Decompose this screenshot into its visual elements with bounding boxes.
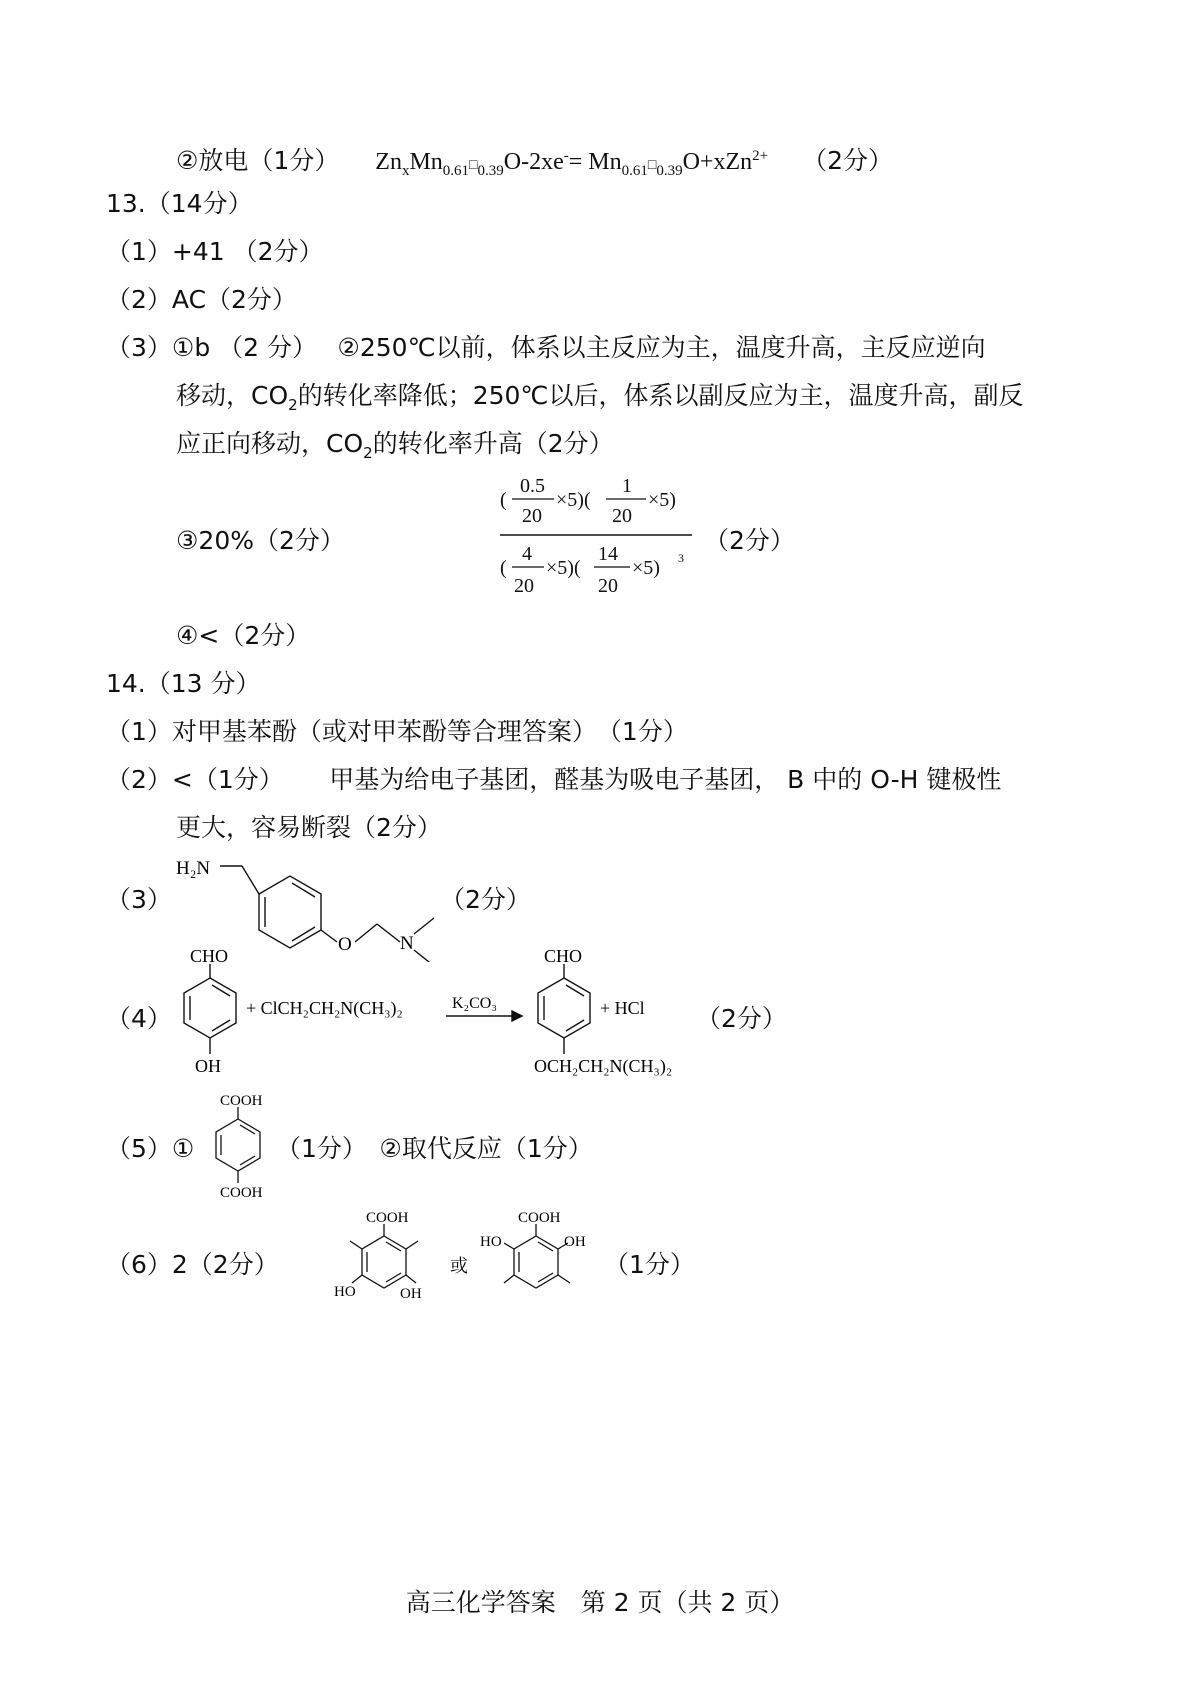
q14-answer-4-score: （2分） (696, 1004, 787, 1033)
text-run: 移动，CO (176, 381, 289, 410)
eq-sub: 0.61 (442, 162, 470, 179)
eq-box: □ (647, 158, 657, 173)
eq-sub: 0.39 (477, 162, 504, 179)
q14-answer-6-label: （6）2（2分） (106, 1250, 279, 1279)
q14-answer-4-label: （4） (106, 1004, 172, 1033)
frac-d2: 20 (612, 505, 632, 527)
equilibrium-fraction (500, 470, 700, 610)
or-conjunction: 或 (450, 1256, 468, 1276)
q13-heading: 13.（14分） (106, 189, 253, 218)
frac-n3: 4 (522, 543, 532, 565)
ether-oxygen: O (338, 934, 352, 955)
frac-mul: ×5) (648, 489, 676, 511)
product-substituent: OCH₂CH₂N(CH₃)₂ (534, 1056, 673, 1076)
discharge-score: （2分） (802, 146, 893, 175)
q6a-hydroxyl-right: OH (400, 1286, 422, 1302)
frac-mul: ×5)( (556, 489, 591, 511)
aldehyde-label: CHO (190, 946, 229, 966)
frac-mul: ×5)( (546, 557, 581, 579)
discharge-label: ②放电（1分） (176, 146, 340, 175)
q6a-hydroxyl-left: HO (334, 1284, 356, 1300)
frac-paren: ( (500, 557, 507, 579)
q14-answer-6-score: （1分） (604, 1250, 695, 1279)
amine-label: H₂N (176, 858, 211, 879)
structures-q6 (334, 1208, 614, 1308)
reaction-scheme-q4 (168, 946, 738, 1096)
subscript: 2 (288, 396, 298, 414)
eq-part: = Mn (568, 149, 622, 175)
eq-sub: 0.61 (621, 162, 648, 179)
q14-answer-5-score: （1分） ②取代反应（1分） (276, 1134, 593, 1163)
frac-n2: 1 (622, 475, 632, 497)
frac-d4: 20 (598, 575, 618, 597)
q14-answer-1: （1）对甲基苯酚（或对甲苯酚等合理答案） （1分） (106, 717, 688, 746)
page-footer: 高三化学答案 第 2 页（共 2 页） (405, 1588, 795, 1617)
q14-answer-5-label: （5）① (106, 1134, 195, 1163)
q13-answer-3-line3 (176, 428, 614, 469)
q14-answer-2-line1: （2）<（1分） 甲基为给电子基团，醛基为吸电子基团， B 中的 O-H 键极性 (106, 765, 1002, 794)
q13-answer-3-line1: （3）①b （2 分） ②250℃以前，体系以主反应为主，温度升高，主反应逆向 (106, 333, 986, 362)
product-aldehyde-label: CHO (544, 946, 583, 966)
text-run: 的转化率升高（2分） (372, 429, 614, 458)
q6b-hydroxyl-right: OH (564, 1234, 586, 1250)
reagent-label: + ClCH₂CH₂N(CH₃)₂ (246, 998, 403, 1018)
q12-part2-discharge (176, 140, 893, 187)
eq-sub: x (401, 162, 410, 179)
q13-answer-3-line2 (176, 380, 1023, 421)
text-run: 应正向移动，CO (176, 429, 364, 458)
eq-sup: 2+ (752, 148, 769, 164)
frac-n1: 0.5 (520, 475, 545, 497)
eq-part: O-2xe (503, 149, 564, 175)
eq-box: □ (469, 158, 478, 173)
q14-heading: 14.（13 分） (106, 669, 261, 698)
q13-answer-4: ④<（2分） (176, 621, 311, 650)
carboxyl-top-label: COOH (220, 1093, 263, 1109)
structure-terephthalic-acid (200, 1093, 280, 1203)
q14-answer-3-label: （3） (106, 885, 172, 914)
frac-d1: 20 (522, 505, 542, 527)
q6b-hydroxyl-left: HO (480, 1234, 502, 1250)
carboxyl-bottom-label: COOH (220, 1185, 263, 1201)
frac-paren: ( (500, 489, 507, 511)
eq-sub: 0.39 (656, 162, 683, 179)
q13-answer-1: （1）+41 （2分） (106, 237, 324, 266)
text-run: 的转化率降低；250℃以后，体系以副反应为主，温度升高，副反 (297, 381, 1024, 410)
q6b-carboxyl: COOH (518, 1210, 561, 1226)
q6a-carboxyl: COOH (366, 1210, 409, 1226)
q13-fraction-score: （2分） (704, 526, 795, 555)
frac-n4: 14 (598, 543, 618, 565)
subscript: 2 (363, 444, 373, 462)
eq-sup: - (563, 148, 569, 164)
q14-answer-2-line2: 更大，容易断裂（2分） (176, 813, 442, 842)
byproduct-label: + HCl (600, 998, 645, 1018)
discharge-equation (375, 148, 774, 179)
reaction-condition: K₂CO₃ (452, 995, 497, 1012)
q14-answer-3-score: （2分） (440, 885, 531, 914)
q13-answer-2: （2）AC（2分） (106, 285, 297, 314)
frac-d3: 20 (514, 575, 534, 597)
q13-answer-3-part3: ③20%（2分） (176, 526, 345, 555)
frac-exponent: 3 (678, 551, 684, 565)
frac-mul: ×5) (632, 557, 660, 579)
eq-part: O+xZn (682, 149, 753, 175)
nitrogen-label: N (400, 933, 414, 954)
eq-part: Zn (375, 149, 402, 175)
eq-part: Mn (409, 149, 443, 175)
hydroxyl-label: OH (195, 1056, 221, 1076)
